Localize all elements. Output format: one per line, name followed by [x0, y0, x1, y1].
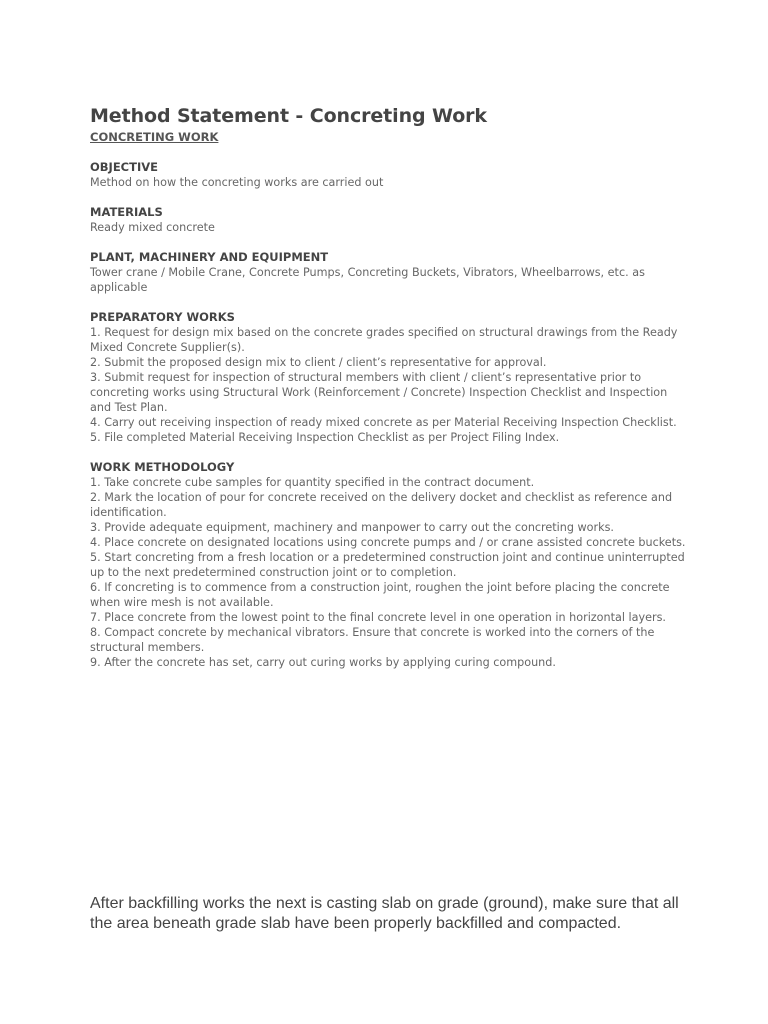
document-subtitle: CONCRETING WORK [90, 130, 219, 144]
section-body-plant: Tower crane / Mobile Crane, Concrete Pumps, Concreting Buckets, Vibrators, Wheelbarrows, etc. as applicable [90, 266, 645, 294]
preparatory-list [90, 325, 690, 445]
list-item: 4. Place concrete on designated locations using concrete pumps and / or crane assisted concrete buckets. [90, 536, 686, 549]
list-item: 1. Request for design mix based on the concrete grades specified on structural drawings from the Ready Mixed Concrete Supplier(s). [90, 326, 678, 354]
list-item: 1. Take concrete cube samples for quantity specified in the contract document. [90, 476, 535, 489]
list-item: 4. Carry out receiving inspection of ready mixed concrete as per Material Receiving Inspection Checklist. [90, 416, 677, 429]
section-methodology [90, 460, 690, 670]
section-preparatory [90, 310, 690, 445]
list-item: 8. Compact concrete by mechanical vibrators. Ensure that concrete is worked into the corners of the structural members. [90, 626, 655, 654]
list-item: 5. File completed Material Receiving Inspection Checklist as per Project Filing Index. [90, 431, 560, 444]
section-heading-plant: PLANT, MACHINERY AND EQUIPMENT [90, 250, 329, 264]
section-plant [90, 250, 690, 295]
list-item: 3. Provide adequate equipment, machinery and manpower to carry out the concreting works. [90, 521, 614, 534]
document-page [90, 103, 690, 670]
list-item: 2. Submit the proposed design mix to client / client’s representative for approval. [90, 356, 547, 369]
section-body-objective: Method on how the concreting works are carried out [90, 176, 384, 189]
section-materials [90, 205, 690, 235]
page-title: Method Statement - Concreting Work [90, 105, 487, 127]
section-heading-objective: OBJECTIVE [90, 160, 158, 174]
list-item: 2. Mark the location of pour for concrete received on the delivery docket and checklist as reference and identification. [90, 491, 673, 519]
list-item: 6. If concreting is to commence from a construction joint, roughen the joint before placing the concrete when wire mesh is not available. [90, 581, 670, 609]
section-heading-materials: MATERIALS [90, 205, 163, 219]
list-item: 5. Start concreting from a fresh location or a predetermined construction joint and continue uninterrupted up to the next predetermined construction joint or to completion. [90, 551, 685, 579]
section-body-materials: Ready mixed concrete [90, 221, 215, 234]
methodology-list [90, 475, 690, 670]
section-heading-preparatory: PREPARATORY WORKS [90, 310, 235, 324]
list-item: 7. Place concrete from the lowest point to the final concrete level in one operation in horizontal layers. [90, 611, 666, 624]
list-item: 3. Submit request for inspection of structural members with client / client’s representative prior to concreting works using Structural Work (Reinforcement / Concrete) Inspection Checklist and Inspection and Test Plan. [90, 371, 668, 414]
section-heading-methodology: WORK METHODOLOGY [90, 460, 235, 474]
section-objective [90, 160, 690, 190]
footer-note: After backfilling works the next is casting slab on grade (ground), make sure that all the area beneath grade slab have been properly backfilled and compacted. [90, 895, 679, 932]
list-item: 9. After the concrete has set, carry out curing works by applying curing compound. [90, 656, 556, 669]
